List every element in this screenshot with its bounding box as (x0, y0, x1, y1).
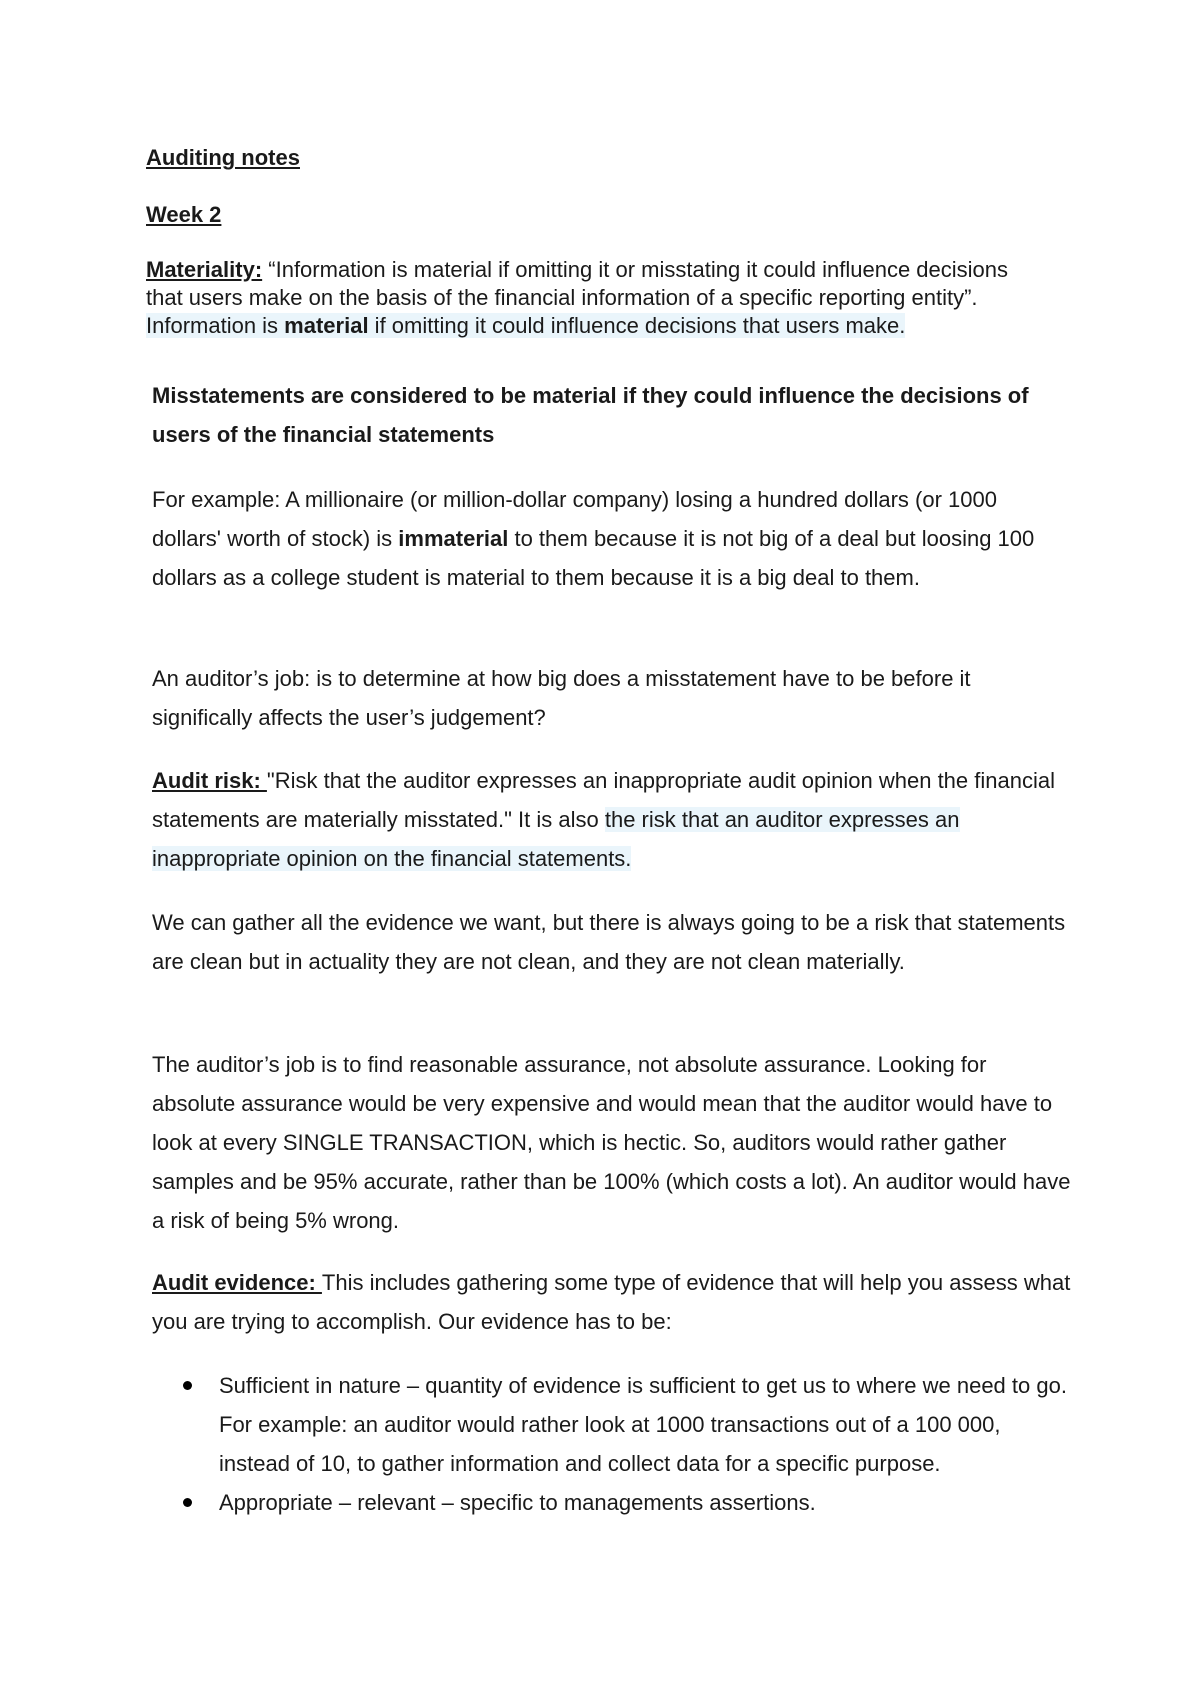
week-heading: Week 2 (146, 202, 222, 227)
example-paragraph (152, 480, 1072, 597)
audit-evidence-text: This includes gathering some type of evidence that will help you assess what you are trying to accomplish. Our evidence has to be: (152, 1270, 1071, 1334)
audit-evidence-label: Audit evidence: (152, 1270, 322, 1295)
auditor-job-paragraph: An auditor’s job: is to determine at how big does a misstatement have to be before it significally affects the user’s judgement? (152, 666, 971, 730)
document-title: Auditing notes (146, 145, 300, 170)
materiality-highlight-pre: Information is (146, 313, 285, 338)
example-text-post: to them because it is not big of a deal but loosing 100 dollars as a college student is material to them because it is a big deal to them. (152, 526, 1035, 590)
audit-risk-highlight: the risk that an auditor expresses an inappropriate opinion on the financial statements. (152, 807, 960, 871)
materiality-highlight (146, 313, 905, 338)
materiality-label: Materiality: (146, 257, 263, 282)
misstatements-paragraph: Misstatements are considered to be material if they could influence the decisions of users of the financial statements (152, 383, 1029, 447)
materiality-paragraph (146, 256, 1046, 340)
example-text-pre: For example: A millionaire (or million-dollar company) losing a hundred dollars (or 1000 dollars' worth of stock) is (152, 487, 997, 551)
materiality-quote: “Information is material if omitting it or misstating it could influence decisions that users make on the basis of the financial information of a specific reporting entity”. (146, 257, 1009, 310)
bullet-dot-icon (183, 1381, 192, 1390)
bullet-text: Appropriate – relevant – specific to managements assertions. (219, 1490, 816, 1515)
audit-evidence-paragraph (152, 1263, 1072, 1341)
materiality-highlight-post: if omitting it could influence decisions that users make. (368, 313, 906, 338)
bullet-text: Sufficient in nature – quantity of evidence is sufficient to get us to where we need to go. For example: an auditor would rather look at 1000 transactions out of a 100 000, instead of 10, to gather information and collect data for a specific purpose. (219, 1373, 1067, 1476)
list-item (152, 1483, 1072, 1522)
audit-risk-label: Audit risk: (152, 768, 267, 793)
evidence-paragraph: We can gather all the evidence we want, but there is always going to be a risk that statements are clean but in actuality they are not clean, and they are not clean materially. (152, 910, 1066, 974)
audit-risk-text: "Risk that the auditor expresses an inappropriate audit opinion when the financial statements are materially misstated." It is also (152, 768, 1055, 832)
bullet-dot-icon (183, 1498, 192, 1507)
materiality-highlight-bold: material (284, 313, 369, 338)
evidence-bullet-list (152, 1366, 1072, 1522)
example-bold: immaterial (398, 526, 509, 551)
assurance-paragraph: The auditor’s job is to find reasonable assurance, not absolute assurance. Looking for absolute assurance would be very expensive and would mean that the auditor would have to look at every SINGLE TRANSACTION, which is hectic. So, auditors would rather gather samples and be 95% accurate, rather than be 100% (which costs a lot). An auditor would have a risk of being 5% wrong. (152, 1052, 1071, 1233)
audit-risk-paragraph (152, 761, 1072, 878)
list-item (152, 1366, 1072, 1483)
